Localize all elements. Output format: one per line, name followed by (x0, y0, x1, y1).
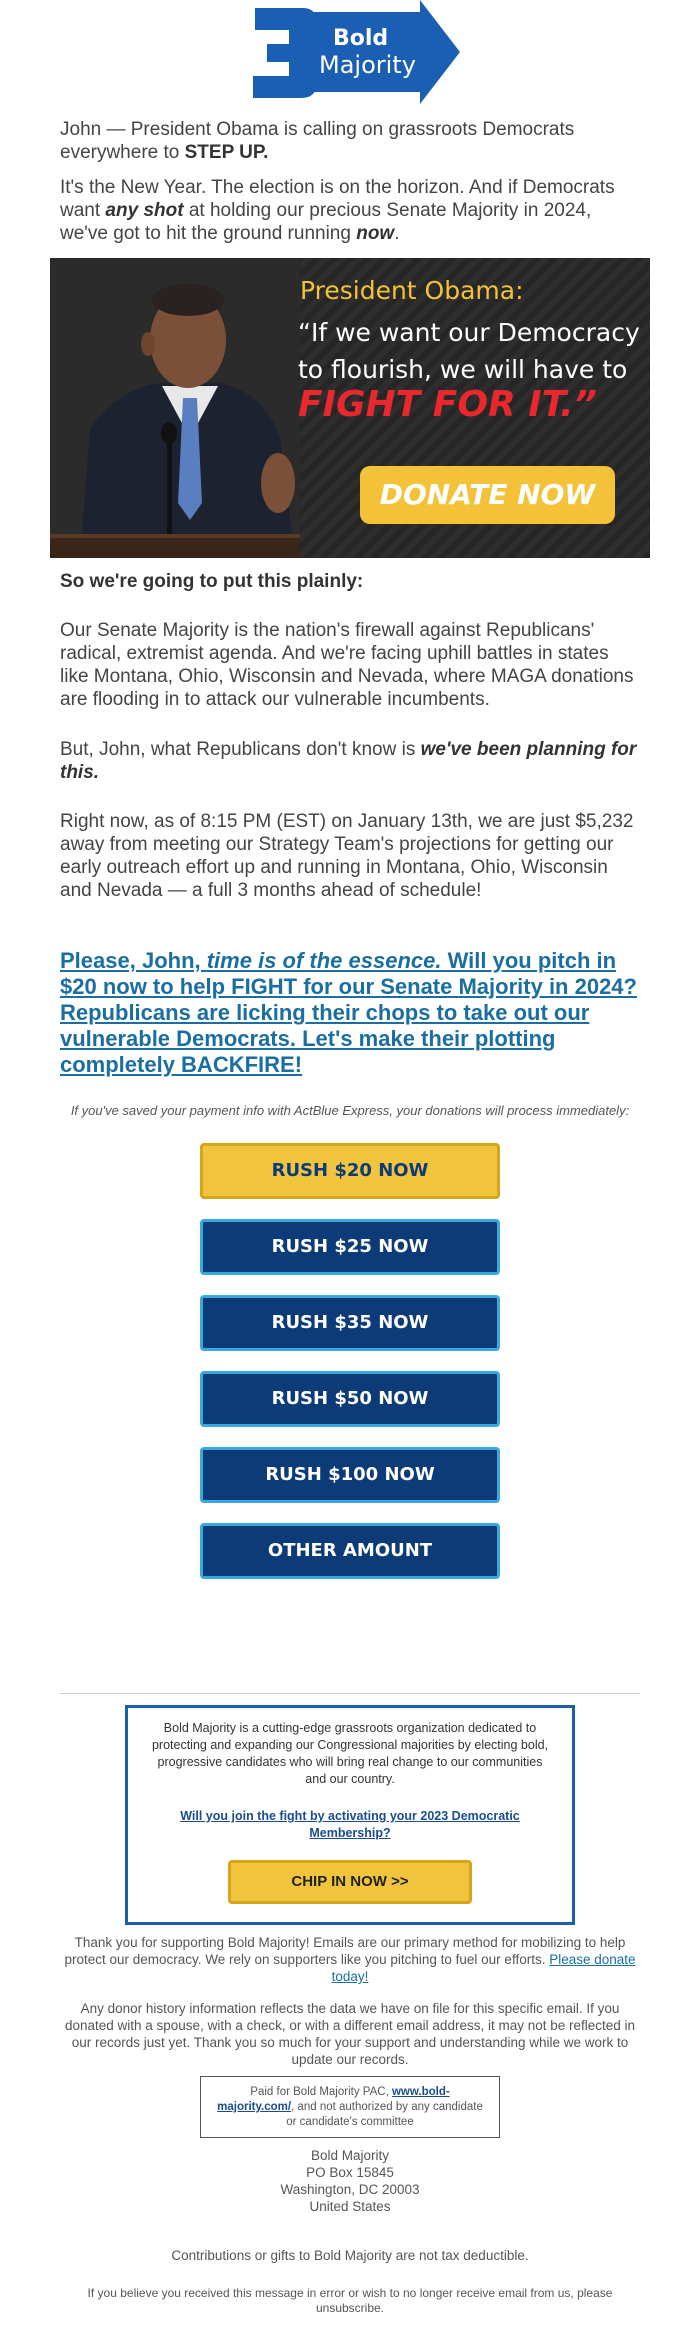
logo-line2: Majority (319, 51, 416, 79)
intro-text: John — President Obama is calling on grassroots Democrats everywhere to (60, 119, 575, 163)
banner-title: President Obama: (300, 276, 524, 305)
membership-box (125, 1705, 575, 1925)
footer-country: United States (309, 2199, 391, 2214)
intro-text: It's the New Year. The election is on the horizon. And if Democrats want (60, 177, 615, 221)
body-paragraph-5: Right now, as of 8:15 PM (EST) on January 13th, we are just $5,232 away from meeting our Strategy Team's projections for getting our early outreach effort up and running in Montana, Ohio, Wisconsin and Nevada — a full 3 months ahead of schedule! (60, 811, 634, 901)
footer-text: Thank you for supporting Bold Majority! Emails are our primary method for mobilizing to help protect our democracy. We rely on supporters like you pitching to fuel our efforts. (64, 1935, 626, 1967)
rush-100-button[interactable]: RUSH $100 NOW (200, 1447, 500, 1503)
divider (60, 1693, 640, 1694)
heading-text: So we're going to put this plainly: (60, 571, 364, 592)
rush-35-button[interactable]: RUSH $35 NOW (200, 1295, 500, 1351)
intro-emphasis: now (356, 223, 395, 244)
banner-fight-text: FIGHT FOR IT.” (298, 384, 597, 425)
rush-50-button[interactable]: RUSH $50 NOW (200, 1371, 500, 1427)
chip-in-button[interactable]: CHIP IN NOW >> (228, 1860, 472, 1904)
paid-for-disclaimer (200, 2076, 500, 2138)
footer-tax-note: Contributions or gifts to Bold Majority are not tax deductible. (171, 2248, 529, 2263)
intro-paragraph-2 (60, 176, 640, 245)
rush-25-button[interactable]: RUSH $25 NOW (200, 1219, 500, 1275)
body-text: But, John, what Republicans don't know is (60, 739, 421, 760)
paid-text: Paid for Bold Majority PAC, (250, 2086, 392, 2098)
intro-emphasis: any shot (105, 200, 184, 221)
body-emphasis: we've been planning for this. (60, 739, 637, 783)
actblue-express-note: If you've saved your payment info with ActBlue Express, your donations will process immediately: (70, 1103, 630, 1118)
ask-text[interactable]: Will you pitch in $20 now to help FIGHT for our Senate Majority in 2024? Republicans are licking their chops to take out our vulnerable Democrats. Let's make their plotting completely BACKFIRE! (60, 948, 637, 1077)
body-paragraph-3: Our Senate Majority is the nation's firewall against Republicans' radical, extremist agenda. And we're facing uphill battles in states like Montana, Ohio, Wisconsin and Nevada, where MAGA donations are flooding in to attack our vulnerable incumbents. (60, 620, 634, 710)
body-paragraph-4 (60, 738, 640, 784)
section-heading (60, 570, 640, 593)
intro-text: at holding our precious Senate Majority in 2024, we've got to hit the ground running (60, 200, 592, 244)
rush-20-button[interactable]: RUSH $20 NOW (200, 1143, 500, 1199)
footer-po-box: PO Box 15845 (306, 2165, 394, 2180)
intro-paragraph-1 (60, 118, 640, 164)
footer-city: Washington, DC 20003 (280, 2182, 420, 2197)
bold-majority-logo[interactable] (245, 0, 460, 105)
membership-link[interactable]: Will you join the fight by activating your 2023 Democratic Membership? (180, 1809, 520, 1840)
logo-line1: Bold (333, 26, 389, 51)
bold-majority-website-link[interactable]: www.bold-majority.com/ (217, 2086, 450, 2113)
donation-ask-link[interactable] (60, 948, 650, 1078)
donate-today-link[interactable]: Please donate today! (331, 1952, 636, 1984)
footer-donor-info: Any donor history information reflects the data we have on file for this specific email. If you donated with a spouse, with a check, or with a different email address, it may not be reflected in our records just yet. Thank you so much for your support and understanding while we work to update our records. (64, 2001, 636, 2067)
banner-quote: “If we want our Democracy to flourish, we will have to (298, 318, 640, 384)
banner-donate-button[interactable]: DONATE NOW (360, 466, 615, 524)
paid-text: , and not authorized by any candidate or candidate's committee (286, 2101, 483, 2128)
other-amount-button[interactable]: OTHER AMOUNT (200, 1523, 500, 1579)
ask-text[interactable]: Please, John, (60, 948, 207, 973)
footer-org: Bold Majority (310, 2148, 390, 2163)
ask-emphasis[interactable]: time is of the essence. (206, 948, 442, 973)
intro-text: . (394, 223, 400, 244)
intro-emphasis: STEP UP. (184, 142, 269, 163)
footer-unsubscribe[interactable]: If you believe you received this message in error or wish to no longer receive email from us, please unsubscribe. (87, 2286, 613, 2315)
obama-donate-banner[interactable] (50, 258, 650, 558)
footer-thanks (60, 1934, 640, 1985)
membership-text: Bold Majority is a cutting-edge grassroots organization dedicated to protecting and expanding our Congressional majorities by electing bold, progressive candidates who will bring real change to our communities and our country. (151, 1721, 549, 1786)
obama-photo (50, 258, 300, 558)
